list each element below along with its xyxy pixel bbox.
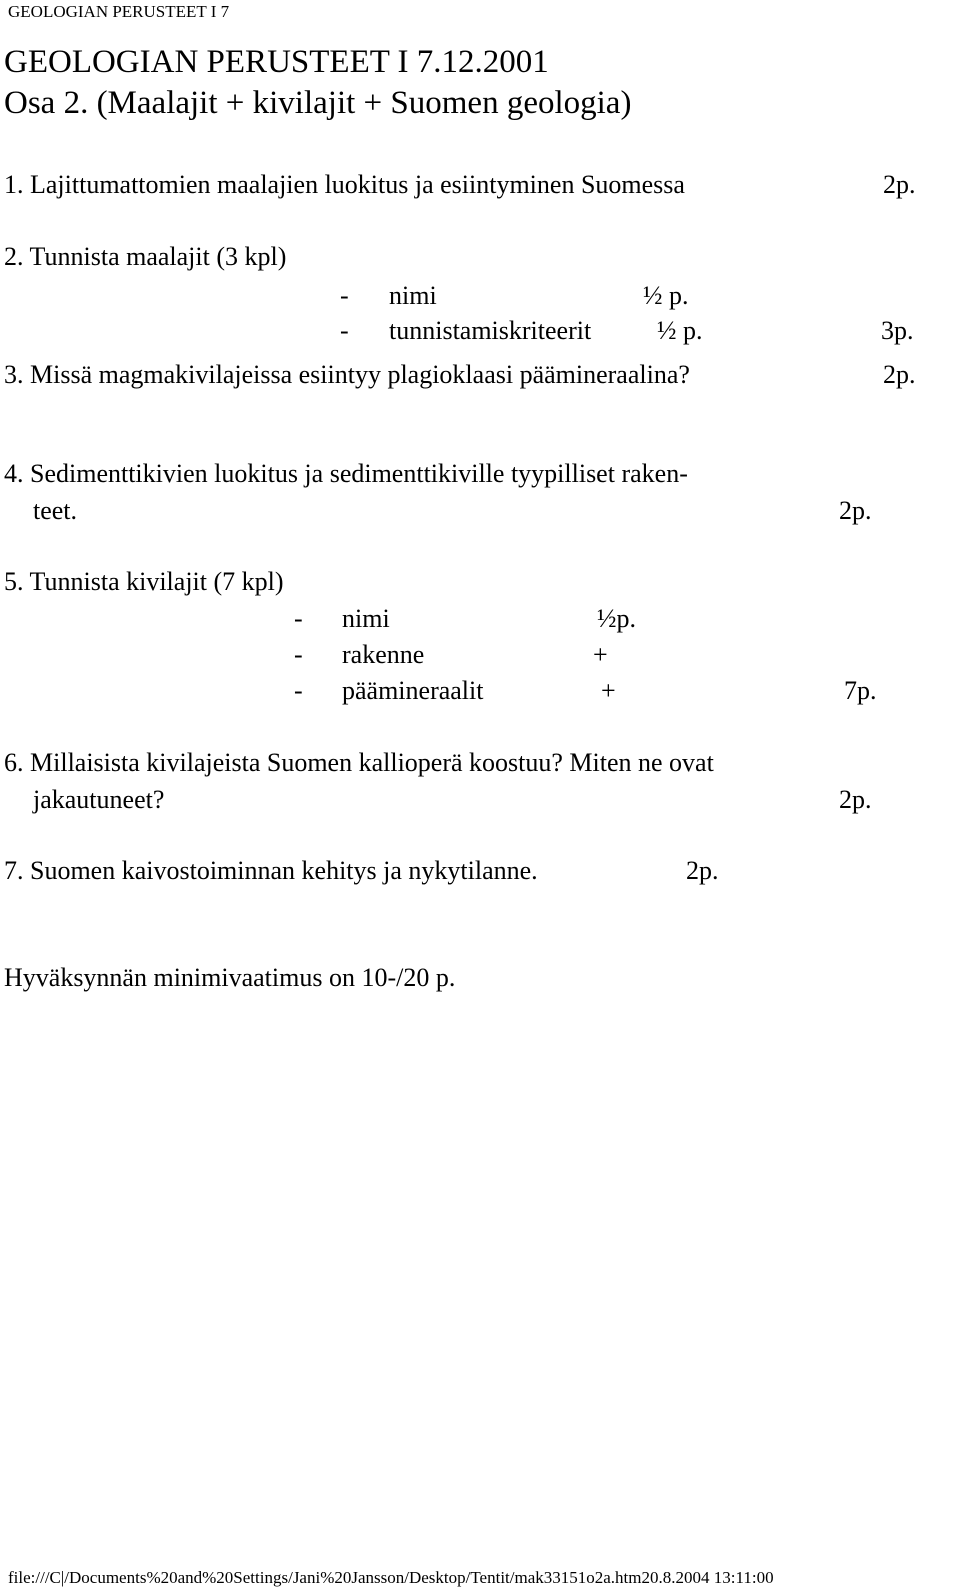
question-2-item-dash: - <box>340 281 349 310</box>
question-7-points: 2p. <box>686 856 719 885</box>
question-5-item-label: rakenne <box>342 640 425 669</box>
question-5-item-dash: - <box>294 640 303 669</box>
question-1-points: 2p. <box>883 170 916 199</box>
question-2-points: 3p. <box>881 316 914 345</box>
question-2-item-value: ½ p. <box>657 316 703 345</box>
exam-title: GEOLOGIAN PERUSTEET I 7.12.2001 <box>4 44 549 80</box>
question-1-text: 1. Lajittumattomien maalajien luokitus ja esiintyminen Suomessa <box>4 170 685 199</box>
question-2-item-value: ½ p. <box>643 281 689 310</box>
question-4-text-line2: teet. <box>33 496 78 525</box>
question-6-points: 2p. <box>839 785 872 814</box>
question-3-points: 2p. <box>883 360 916 389</box>
question-5-points: 7p. <box>844 676 877 705</box>
question-5-item-value: + <box>601 676 616 705</box>
question-5-item-label: nimi <box>342 604 390 633</box>
exam-subtitle: Osa 2. (Maalajit + kivilajit + Suomen geologia) <box>4 85 632 121</box>
question-2-item-label: nimi <box>389 281 437 310</box>
question-2-item-dash: - <box>340 316 349 345</box>
question-5-item-dash: - <box>294 676 303 705</box>
question-2-item-label: tunnistamiskriteerit <box>389 316 592 345</box>
page-header: GEOLOGIAN PERUSTEET I 7 <box>8 2 230 21</box>
pass-requirement: Hyväksynnän minimivaatimus on 10-/20 p. <box>4 963 456 992</box>
question-5-item-value: + <box>593 640 608 669</box>
question-2-text: 2. Tunnista maalajit (3 kpl) <box>4 242 287 271</box>
question-4-points: 2p. <box>839 496 872 525</box>
question-7-text: 7. Suomen kaivostoiminnan kehitys ja nykytilanne. <box>4 856 538 885</box>
question-6-text-line1: 6. Millaisista kivilajeista Suomen kallioperä koostuu? Miten ne ovat <box>4 748 714 777</box>
question-5-item-dash: - <box>294 604 303 633</box>
question-3-text: 3. Missä magmakivilajeissa esiintyy plagioklaasi päämineraalina? <box>4 360 690 389</box>
question-5-text: 5. Tunnista kivilajit (7 kpl) <box>4 567 284 596</box>
question-5-item-label: päämineraalit <box>342 676 484 705</box>
question-6-text-line2: jakautuneet? <box>33 785 165 814</box>
question-4-text-line1: 4. Sedimenttikivien luokitus ja sedimenttikiville tyypilliset raken- <box>4 459 688 488</box>
page-footer-url: file:///C|/Documents%20and%20Settings/Jani%20Jansson/Desktop/Tentit/mak33151o2a.htm20.8.2004 13:11:00 <box>8 1568 774 1587</box>
question-5-item-value: ½p. <box>597 604 636 633</box>
